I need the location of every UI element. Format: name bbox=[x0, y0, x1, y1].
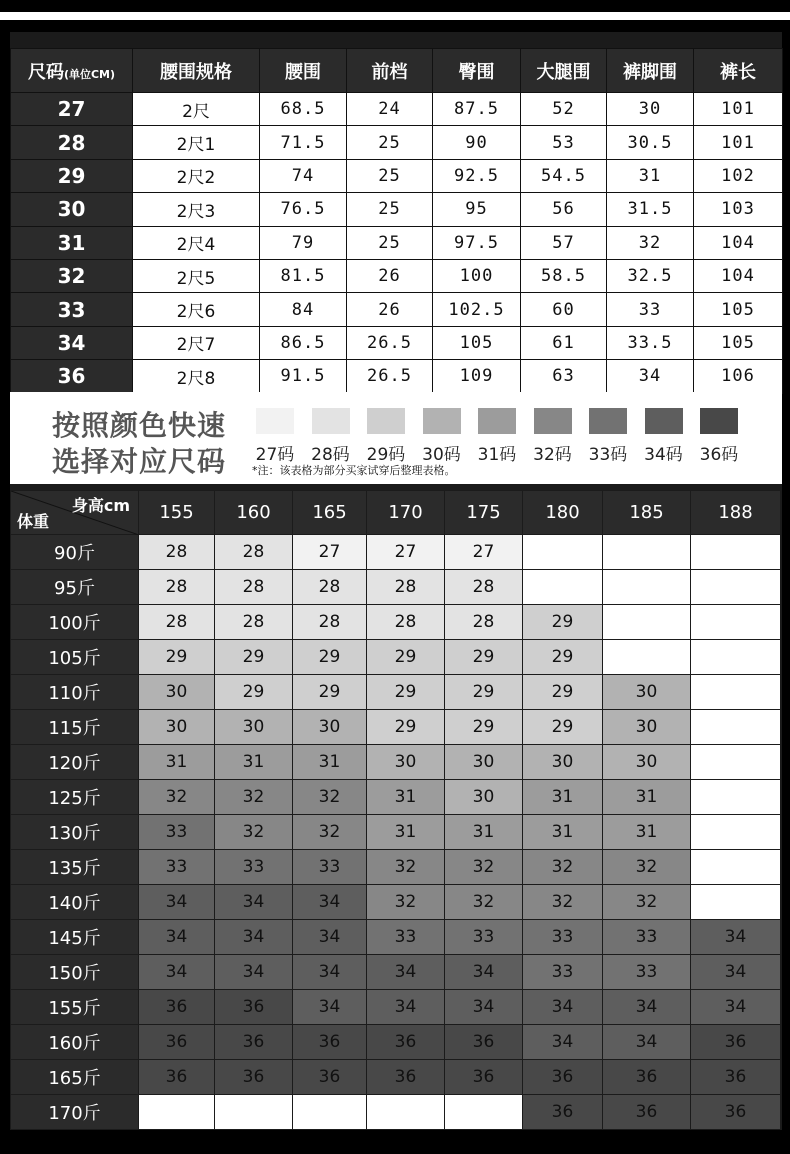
fit-cell: 33 bbox=[523, 955, 603, 990]
header-leg-opening: 裤脚围 bbox=[607, 49, 694, 93]
legend-swatch bbox=[367, 408, 405, 434]
fit-cell: 34 bbox=[691, 990, 781, 1025]
fit-cell: 34 bbox=[293, 885, 367, 920]
fit-cell: 34 bbox=[215, 920, 293, 955]
fit-cell: 36 bbox=[293, 1060, 367, 1095]
fit-cell: 30 bbox=[367, 745, 445, 780]
size-cell: 102 bbox=[694, 159, 783, 192]
fit-cell: 36 bbox=[215, 1060, 293, 1095]
fit-cell: 33 bbox=[139, 815, 215, 850]
fit-cell: 29 bbox=[445, 675, 523, 710]
size-cell: 24 bbox=[347, 93, 433, 126]
fit-row bbox=[11, 1025, 781, 1060]
header-size: 尺码(单位CM) bbox=[11, 49, 133, 93]
size-cell: 92.5 bbox=[433, 159, 521, 192]
fit-cell: 33 bbox=[139, 850, 215, 885]
fit-cell: 29 bbox=[523, 605, 603, 640]
fit-cell: 29 bbox=[445, 640, 523, 675]
fit-cell: 36 bbox=[367, 1025, 445, 1060]
fit-table bbox=[10, 490, 781, 1130]
height-header: 160 bbox=[215, 491, 293, 535]
size-cell: 2尺1 bbox=[133, 126, 260, 159]
fit-cell: 36 bbox=[603, 1060, 691, 1095]
fit-cell bbox=[139, 1095, 215, 1130]
top-stripe bbox=[0, 12, 790, 20]
fit-cell: 34 bbox=[445, 990, 523, 1025]
size-cell: 26 bbox=[347, 259, 433, 292]
fit-cell: 34 bbox=[523, 990, 603, 1025]
size-cell: 63 bbox=[521, 360, 607, 393]
fit-cell: 36 bbox=[139, 990, 215, 1025]
fit-row bbox=[11, 535, 781, 570]
fit-cell: 32 bbox=[215, 815, 293, 850]
header-waist-spec: 腰围规格 bbox=[133, 49, 260, 93]
fit-row bbox=[11, 570, 781, 605]
fit-cell: 28 bbox=[215, 535, 293, 570]
size-label: 27 bbox=[11, 93, 133, 126]
weight-label: 110斤 bbox=[11, 675, 139, 710]
fit-cell: 29 bbox=[523, 710, 603, 745]
fit-cell bbox=[691, 675, 781, 710]
fit-row bbox=[11, 710, 781, 745]
size-cell: 97.5 bbox=[433, 226, 521, 259]
legend-title-line1: 按照颜色快速 bbox=[52, 409, 227, 442]
weight-label: 170斤 bbox=[11, 1095, 139, 1130]
fit-cell: 31 bbox=[523, 780, 603, 815]
size-cell: 25 bbox=[347, 126, 433, 159]
size-cell: 109 bbox=[433, 360, 521, 393]
size-row bbox=[11, 360, 783, 393]
legend-swatch bbox=[478, 408, 516, 434]
size-label: 28 bbox=[11, 126, 133, 159]
size-cell: 33 bbox=[607, 293, 694, 326]
legend-label: 28码 bbox=[311, 445, 350, 465]
legend-swatch bbox=[534, 408, 572, 434]
size-cell: 2尺7 bbox=[133, 326, 260, 359]
fit-row bbox=[11, 605, 781, 640]
size-cell: 81.5 bbox=[260, 259, 347, 292]
legend-swatch bbox=[423, 408, 461, 434]
fit-cell: 32 bbox=[523, 850, 603, 885]
legend-label: 32码 bbox=[533, 445, 572, 465]
fit-cell: 28 bbox=[215, 605, 293, 640]
fit-cell bbox=[445, 1095, 523, 1130]
fit-cell: 30 bbox=[215, 710, 293, 745]
fit-cell bbox=[691, 535, 781, 570]
fit-cell: 27 bbox=[367, 535, 445, 570]
fit-cell: 29 bbox=[293, 640, 367, 675]
size-cell: 57 bbox=[521, 226, 607, 259]
weight-label: 105斤 bbox=[11, 640, 139, 675]
legend-label: 30码 bbox=[422, 445, 461, 465]
fit-cell: 32 bbox=[293, 780, 367, 815]
fit-cell bbox=[523, 535, 603, 570]
size-cell: 58.5 bbox=[521, 259, 607, 292]
fit-cell: 29 bbox=[215, 675, 293, 710]
fit-cell: 36 bbox=[293, 1025, 367, 1060]
weight-label: 125斤 bbox=[11, 780, 139, 815]
weight-label: 160斤 bbox=[11, 1025, 139, 1060]
fit-cell: 30 bbox=[445, 780, 523, 815]
header-waist: 腰围 bbox=[260, 49, 347, 93]
size-label: 29 bbox=[11, 159, 133, 192]
fit-cell: 32 bbox=[603, 885, 691, 920]
size-cell: 84 bbox=[260, 293, 347, 326]
size-cell: 91.5 bbox=[260, 360, 347, 393]
legend-swatch bbox=[700, 408, 738, 434]
fit-cell: 32 bbox=[523, 885, 603, 920]
fit-cell bbox=[603, 640, 691, 675]
color-legend bbox=[10, 392, 782, 484]
size-cell: 2尺 bbox=[133, 93, 260, 126]
fit-cell bbox=[293, 1095, 367, 1130]
size-cell: 101 bbox=[694, 93, 783, 126]
size-cell: 106 bbox=[694, 360, 783, 393]
fit-cell: 32 bbox=[367, 885, 445, 920]
legend-label: 29码 bbox=[366, 445, 406, 465]
size-cell: 2尺2 bbox=[133, 159, 260, 192]
size-cell: 61 bbox=[521, 326, 607, 359]
fit-cell: 30 bbox=[445, 745, 523, 780]
size-cell: 2尺5 bbox=[133, 259, 260, 292]
fit-cell: 28 bbox=[293, 605, 367, 640]
legend-label: 33码 bbox=[588, 445, 628, 465]
fit-cell: 31 bbox=[215, 745, 293, 780]
fit-cell: 36 bbox=[523, 1095, 603, 1130]
fit-row bbox=[11, 1060, 781, 1095]
fit-cell: 34 bbox=[139, 955, 215, 990]
size-label: 36 bbox=[11, 360, 133, 393]
fit-cell: 32 bbox=[603, 850, 691, 885]
size-cell: 71.5 bbox=[260, 126, 347, 159]
size-cell: 95 bbox=[433, 193, 521, 226]
height-header: 175 bbox=[445, 491, 523, 535]
fit-cell: 30 bbox=[139, 675, 215, 710]
size-cell: 105 bbox=[694, 326, 783, 359]
fit-cell: 29 bbox=[523, 675, 603, 710]
fit-cell: 36 bbox=[691, 1060, 781, 1095]
fit-table-header bbox=[11, 491, 781, 535]
size-cell: 105 bbox=[694, 293, 783, 326]
fit-row bbox=[11, 885, 781, 920]
size-cell: 2尺3 bbox=[133, 193, 260, 226]
size-cell: 30.5 bbox=[607, 126, 694, 159]
size-cell: 53 bbox=[521, 126, 607, 159]
fit-cell bbox=[691, 850, 781, 885]
fit-cell: 33 bbox=[367, 920, 445, 955]
height-header: 185 bbox=[603, 491, 691, 535]
top-border bbox=[0, 0, 790, 12]
weight-label: 100斤 bbox=[11, 605, 139, 640]
fit-row bbox=[11, 990, 781, 1025]
weight-label: 135斤 bbox=[11, 850, 139, 885]
size-cell: 25 bbox=[347, 226, 433, 259]
size-row bbox=[11, 326, 783, 359]
fit-cell: 34 bbox=[215, 885, 293, 920]
fit-cell: 32 bbox=[445, 850, 523, 885]
fit-cell bbox=[603, 570, 691, 605]
fit-cell: 36 bbox=[691, 1095, 781, 1130]
fit-cell: 33 bbox=[603, 920, 691, 955]
legend-swatch bbox=[256, 408, 294, 434]
fit-cell bbox=[523, 570, 603, 605]
legend-swatch bbox=[312, 408, 350, 434]
size-label: 32 bbox=[11, 259, 133, 292]
fit-cell: 34 bbox=[603, 1025, 691, 1060]
fit-cell bbox=[691, 780, 781, 815]
fit-cell: 28 bbox=[445, 570, 523, 605]
fit-cell: 29 bbox=[215, 640, 293, 675]
fit-cell: 34 bbox=[603, 990, 691, 1025]
fit-cell: 32 bbox=[293, 815, 367, 850]
fit-cell: 30 bbox=[603, 745, 691, 780]
legend-label: 27码 bbox=[255, 445, 295, 465]
size-cell: 76.5 bbox=[260, 193, 347, 226]
size-label: 33 bbox=[11, 293, 133, 326]
header-thigh: 大腿围 bbox=[521, 49, 607, 93]
fit-cell: 29 bbox=[367, 675, 445, 710]
legend-label: 31码 bbox=[477, 445, 517, 465]
fit-cell: 30 bbox=[523, 745, 603, 780]
fit-cell: 29 bbox=[139, 640, 215, 675]
legend-label: 36码 bbox=[699, 445, 739, 465]
size-cell: 100 bbox=[433, 259, 521, 292]
fit-cell: 36 bbox=[139, 1060, 215, 1095]
size-cell: 25 bbox=[347, 193, 433, 226]
size-measurement-table bbox=[10, 48, 783, 394]
fit-cell: 34 bbox=[139, 920, 215, 955]
fit-cell bbox=[691, 745, 781, 780]
size-cell: 2尺6 bbox=[133, 293, 260, 326]
fit-cell: 36 bbox=[691, 1025, 781, 1060]
fit-cell: 31 bbox=[523, 815, 603, 850]
fit-cell: 34 bbox=[691, 920, 781, 955]
fit-cell: 33 bbox=[215, 850, 293, 885]
size-cell: 74 bbox=[260, 159, 347, 192]
weight-label: 140斤 bbox=[11, 885, 139, 920]
size-cell: 104 bbox=[694, 226, 783, 259]
fit-cell: 32 bbox=[139, 780, 215, 815]
size-cell: 52 bbox=[521, 93, 607, 126]
size-cell: 31 bbox=[607, 159, 694, 192]
legend-label: 34码 bbox=[644, 445, 683, 465]
legend-note: *注：该表格为部分买家试穿后整理表格。 bbox=[252, 464, 456, 477]
fit-cell: 31 bbox=[293, 745, 367, 780]
weight-label: 165斤 bbox=[11, 1060, 139, 1095]
size-table-header bbox=[11, 49, 783, 93]
fit-cell: 33 bbox=[445, 920, 523, 955]
size-cell: 68.5 bbox=[260, 93, 347, 126]
fit-cell bbox=[215, 1095, 293, 1130]
fit-cell: 30 bbox=[603, 675, 691, 710]
size-cell: 102.5 bbox=[433, 293, 521, 326]
fit-cell: 32 bbox=[215, 780, 293, 815]
fit-cell: 34 bbox=[691, 955, 781, 990]
size-cell: 25 bbox=[347, 159, 433, 192]
size-cell: 105 bbox=[433, 326, 521, 359]
fit-cell: 34 bbox=[367, 955, 445, 990]
fit-row bbox=[11, 850, 781, 885]
size-row bbox=[11, 259, 783, 292]
fit-cell: 34 bbox=[293, 955, 367, 990]
fit-cell: 32 bbox=[445, 885, 523, 920]
size-cell: 32.5 bbox=[607, 259, 694, 292]
header-hip: 臀围 bbox=[433, 49, 521, 93]
fit-cell: 33 bbox=[523, 920, 603, 955]
fit-cell: 28 bbox=[215, 570, 293, 605]
size-cell: 33.5 bbox=[607, 326, 694, 359]
size-cell: 101 bbox=[694, 126, 783, 159]
fit-cell bbox=[691, 570, 781, 605]
size-cell: 86.5 bbox=[260, 326, 347, 359]
size-cell: 56 bbox=[521, 193, 607, 226]
fit-cell bbox=[691, 885, 781, 920]
size-cell: 31.5 bbox=[607, 193, 694, 226]
size-row bbox=[11, 159, 783, 192]
fit-cell: 34 bbox=[293, 920, 367, 955]
fit-cell: 36 bbox=[445, 1025, 523, 1060]
fit-cell bbox=[603, 605, 691, 640]
weight-label: 130斤 bbox=[11, 815, 139, 850]
fit-cell: 28 bbox=[139, 535, 215, 570]
fit-cell: 34 bbox=[445, 955, 523, 990]
fit-cell bbox=[691, 640, 781, 675]
header-front-rise: 前档 bbox=[347, 49, 433, 93]
size-row bbox=[11, 226, 783, 259]
size-cell: 79 bbox=[260, 226, 347, 259]
fit-cell: 28 bbox=[293, 570, 367, 605]
weight-label: 145斤 bbox=[11, 920, 139, 955]
fit-cell bbox=[691, 710, 781, 745]
header-length: 裤长 bbox=[694, 49, 783, 93]
fit-cell: 29 bbox=[445, 710, 523, 745]
fit-cell: 32 bbox=[367, 850, 445, 885]
weight-label: 155斤 bbox=[11, 990, 139, 1025]
fit-cell: 36 bbox=[523, 1060, 603, 1095]
weight-label: 90斤 bbox=[11, 535, 139, 570]
size-cell: 2尺4 bbox=[133, 226, 260, 259]
size-cell: 103 bbox=[694, 193, 783, 226]
size-cell: 26.5 bbox=[347, 326, 433, 359]
height-header: 170 bbox=[367, 491, 445, 535]
fit-cell: 31 bbox=[603, 780, 691, 815]
fit-cell: 31 bbox=[139, 745, 215, 780]
fit-cell: 36 bbox=[215, 990, 293, 1025]
fit-row bbox=[11, 780, 781, 815]
fit-cell: 34 bbox=[215, 955, 293, 990]
fit-cell: 34 bbox=[293, 990, 367, 1025]
fit-cell bbox=[691, 815, 781, 850]
fit-row bbox=[11, 1095, 781, 1130]
fit-cell bbox=[691, 605, 781, 640]
fit-cell: 30 bbox=[603, 710, 691, 745]
fit-cell: 30 bbox=[293, 710, 367, 745]
fit-row bbox=[11, 745, 781, 780]
height-header: 180 bbox=[523, 491, 603, 535]
height-axis-label: 身高cm bbox=[71, 496, 130, 515]
weight-label: 95斤 bbox=[11, 570, 139, 605]
fit-cell: 36 bbox=[445, 1060, 523, 1095]
fit-cell bbox=[367, 1095, 445, 1130]
fit-cell: 31 bbox=[603, 815, 691, 850]
size-label: 34 bbox=[11, 326, 133, 359]
size-row bbox=[11, 293, 783, 326]
size-cell: 34 bbox=[607, 360, 694, 393]
height-header: 165 bbox=[293, 491, 367, 535]
fit-cell: 29 bbox=[523, 640, 603, 675]
size-cell: 54.5 bbox=[521, 159, 607, 192]
legend-title-line2: 选择对应尺码 bbox=[52, 445, 227, 478]
fit-cell: 27 bbox=[445, 535, 523, 570]
fit-cell: 29 bbox=[367, 640, 445, 675]
legend-swatch bbox=[645, 408, 683, 434]
fit-cell: 31 bbox=[367, 780, 445, 815]
size-cell: 2尺8 bbox=[133, 360, 260, 393]
fit-cell: 28 bbox=[367, 605, 445, 640]
size-cell: 90 bbox=[433, 126, 521, 159]
size-row bbox=[11, 93, 783, 126]
size-cell: 104 bbox=[694, 259, 783, 292]
fit-row bbox=[11, 640, 781, 675]
size-label: 31 bbox=[11, 226, 133, 259]
fit-row bbox=[11, 815, 781, 850]
size-cell: 26.5 bbox=[347, 360, 433, 393]
height-header: 155 bbox=[139, 491, 215, 535]
fit-cell: 27 bbox=[293, 535, 367, 570]
fit-row bbox=[11, 675, 781, 710]
weight-label: 115斤 bbox=[11, 710, 139, 745]
size-cell: 30 bbox=[607, 93, 694, 126]
fit-cell: 28 bbox=[139, 570, 215, 605]
fit-cell: 36 bbox=[139, 1025, 215, 1060]
size-label: 30 bbox=[11, 193, 133, 226]
fit-cell: 33 bbox=[603, 955, 691, 990]
fit-table-corner bbox=[11, 491, 139, 535]
fit-cell: 36 bbox=[603, 1095, 691, 1130]
fit-cell: 33 bbox=[293, 850, 367, 885]
fit-cell: 28 bbox=[445, 605, 523, 640]
legend-swatch bbox=[589, 408, 627, 434]
fit-cell: 34 bbox=[523, 1025, 603, 1060]
size-row bbox=[11, 193, 783, 226]
fit-cell: 31 bbox=[445, 815, 523, 850]
fit-cell: 28 bbox=[139, 605, 215, 640]
fit-cell: 36 bbox=[367, 1060, 445, 1095]
fit-cell bbox=[603, 535, 691, 570]
weight-label: 120斤 bbox=[11, 745, 139, 780]
fit-cell: 29 bbox=[293, 675, 367, 710]
fit-cell: 36 bbox=[215, 1025, 293, 1060]
fit-cell: 31 bbox=[367, 815, 445, 850]
weight-label: 150斤 bbox=[11, 955, 139, 990]
fit-cell: 34 bbox=[139, 885, 215, 920]
fit-cell: 30 bbox=[139, 710, 215, 745]
size-row bbox=[11, 126, 783, 159]
height-header: 188 bbox=[691, 491, 781, 535]
size-cell: 26 bbox=[347, 293, 433, 326]
fit-cell: 34 bbox=[367, 990, 445, 1025]
fit-cell: 28 bbox=[367, 570, 445, 605]
fit-cell: 29 bbox=[367, 710, 445, 745]
size-cell: 87.5 bbox=[433, 93, 521, 126]
fit-row bbox=[11, 920, 781, 955]
fit-row bbox=[11, 955, 781, 990]
size-cell: 60 bbox=[521, 293, 607, 326]
weight-axis-label: 体重 bbox=[17, 512, 50, 531]
size-cell: 32 bbox=[607, 226, 694, 259]
